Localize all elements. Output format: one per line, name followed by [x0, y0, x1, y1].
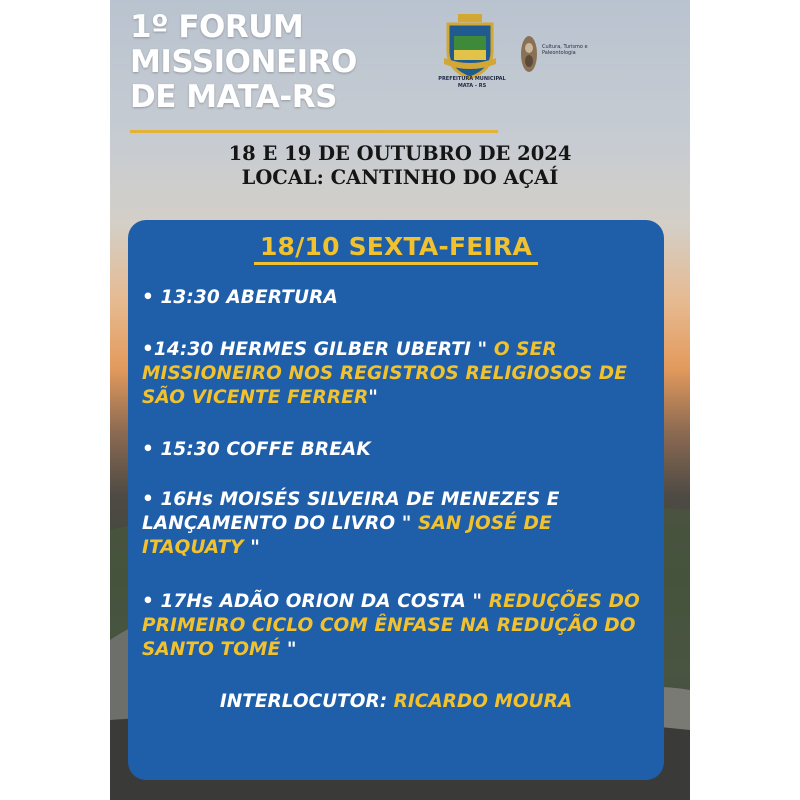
interlocutor-label: INTERLOCUTOR: [219, 691, 394, 712]
schedule-panel [128, 220, 664, 780]
item-5-prefix: • 17Hs ADÃO ORION DA COSTA " [142, 591, 489, 612]
item-2-highlight: O SER MISSIONEIRO NOS REGISTROS RELIGIOSOS DE SÃO VICENTE FERRER [142, 339, 627, 408]
culture-department-caption [542, 44, 602, 56]
item-4-prefix: • 16Hs MOISÉS SILVEIRA DE MENEZES E LANÇAMENTO DO LIVRO " [142, 489, 560, 534]
forum-title [130, 10, 490, 115]
title-underline [130, 130, 498, 133]
item-5-highlight: REDUÇÕES DO PRIMEIRO CICLO COM ÊNFASE NA REDUÇÃO DO SANTO TOMÉ [142, 591, 640, 660]
item-5-suffix: " [280, 639, 297, 660]
event-poster [110, 0, 690, 800]
schedule-item-adao [142, 590, 652, 662]
day-heading [128, 232, 664, 261]
schedule-item-moises [142, 488, 652, 560]
title-line-2: MISSIONEIRO [130, 44, 357, 80]
culture-caption-line-1: Cultura, Turismo e [542, 44, 588, 50]
title-line-3: DE MATA-RS [130, 79, 337, 115]
interlocutor-name: RICARDO MOURA [393, 691, 573, 712]
item-4-highlight: SAN JOSÉ DE ITAQUATY [142, 513, 552, 558]
municipal-crest-icon [440, 12, 500, 82]
culture-caption-line-2: Paleontologia [542, 50, 576, 56]
title-line-1: 1º FORUM [130, 9, 304, 45]
crest-caption-line-1: PREFEITURA MUNICIPAL [438, 76, 506, 82]
item-2-suffix: " [368, 387, 379, 408]
day-heading-text: 18/10 SEXTA-FEIRA [254, 232, 538, 265]
crest-caption-line-2: MATA - RS [457, 83, 487, 89]
schedule-item-opening [142, 286, 652, 310]
event-location: LOCAL: CANTINHO DO AÇAÍ [241, 166, 559, 189]
culture-department-logo-icon [520, 34, 538, 74]
item-4-suffix: " [243, 537, 260, 558]
item-1-text: • 13:30 ABERTURA [142, 287, 338, 308]
event-date-location [110, 142, 690, 190]
schedule-item-hermes [142, 338, 652, 410]
municipal-crest-caption [428, 76, 516, 90]
item-2-prefix: •14:30 HERMES GILBER UBERTI " [142, 339, 494, 360]
event-dates: 18 E 19 DE OUTUBRO DE 2024 [228, 142, 572, 165]
schedule-item-coffee-break [142, 438, 652, 462]
interlocutor-line [128, 690, 664, 714]
item-3-text: • 15:30 COFFE BREAK [142, 439, 371, 460]
